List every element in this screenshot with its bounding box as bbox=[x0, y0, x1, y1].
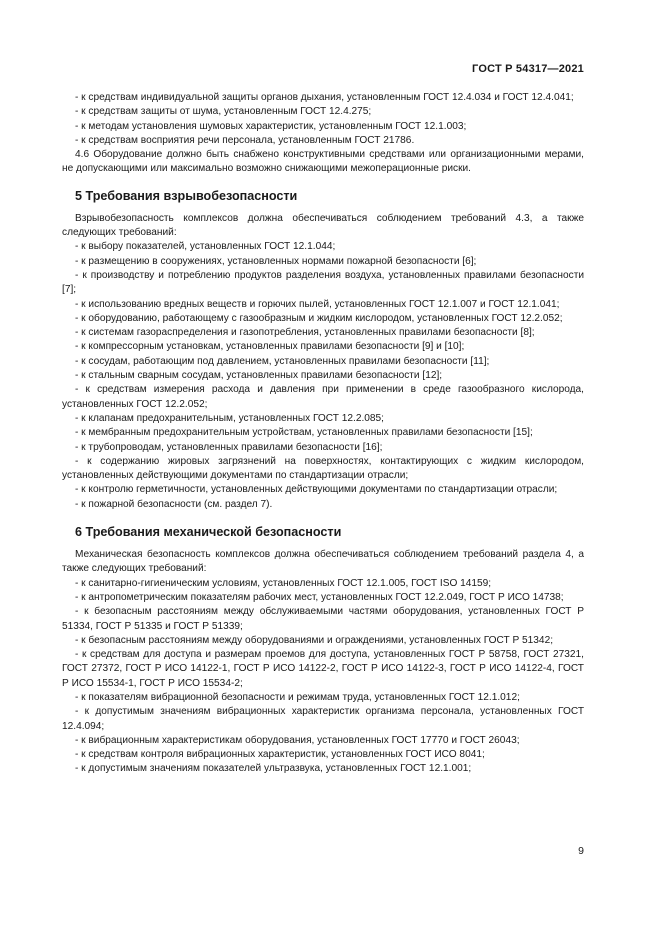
paragraph: Взрывобезопасность комплексов должна обеспечиваться соблюдением требований 4.3, а также следующих требований: bbox=[62, 212, 584, 239]
list-item: - к сосудам, работающим под давлением, установленных правилами безопасности [11]; bbox=[75, 355, 490, 367]
list-item: - к антропометрическим показателям рабочих мест, установленных ГОСТ 12.2.049, ГОСТ Р ИСО 14738; bbox=[75, 591, 564, 603]
list-item: - к методам установления шумовых характеристик, установленным ГОСТ 12.1.003; bbox=[75, 120, 467, 132]
list-item: - к стальным сварным сосудам, установленных правилами безопасности [12]; bbox=[75, 370, 443, 382]
list-item: - к средствам индивидуальной защиты органов дыхания, установленным ГОСТ 12.4.034 и ГОСТ 12.4.041; bbox=[75, 92, 574, 103]
list-item: - к показателям вибрационной безопасности и режимам труда, установленных ГОСТ 12.1.012; bbox=[75, 691, 520, 703]
list-item: - к безопасным расстояниям между оборудованиями и ограждениями, установленных ГОСТ Р 51342; bbox=[75, 634, 554, 646]
list-item: - к размещению в сооружениях, установленных нормами пожарной безопасности [6]; bbox=[75, 255, 477, 267]
list-item: - к содержанию жировых загрязнений на поверхностях, контактирующих с жидким кислородом, установленных действующими документами по стандартизации отрасли; bbox=[62, 455, 584, 482]
list-item: - к производству и потреблению продуктов разделения воздуха, установленных правилами безопасности [7]; bbox=[62, 269, 584, 296]
list-item: - к контролю герметичности, установленных действующими документами по стандартизации отрасли; bbox=[75, 484, 558, 496]
list-item: - к безопасным расстояниям между обслуживаемыми частями оборудования, установленных ГОСТ Р 51334, ГОСТ Р 51335 и ГОСТ Р 51339; bbox=[62, 606, 584, 632]
list-item: - к средствам для доступа и размерам проемов для доступа, установленных ГОСТ Р 58758, ГОСТ 27321, ГОСТ 27372, ГОСТ Р ИСО 14122-1, ГОСТ Р ИСО 14122-2, ГОСТ Р ИСО 14122-3, ГОСТ Р ИСО 14122-4, ГОСТ Р ИСО 15534-1, ГОСТ Р ИСО 15534-2; bbox=[62, 649, 584, 689]
list-item: - к пожарной безопасности (см. раздел 7). bbox=[75, 498, 273, 510]
list-item: - к мембранным предохранительным устройствам, установленных правилами безопасности [15]; bbox=[75, 427, 533, 439]
paragraph: 4.6 Оборудование должно быть снабжено конструктивными средствами или организационными мерами, не допускающими или максимально возможно снижающими межоперационные риски. bbox=[62, 149, 584, 175]
list-item: - к системам газораспределения и газопотребления, установленных правилами безопасности [8]; bbox=[75, 327, 535, 339]
list-item: - к средствам измерения расхода и давления при применении в среде газообразного кислорода, установленных ГОСТ 12.2.052; bbox=[62, 384, 584, 410]
list-item: - к выбору показателей, установленных ГОСТ 12.1.044; bbox=[75, 241, 336, 253]
list-item: - к вибрационным характеристикам оборудования, установленных ГОСТ 17770 и ГОСТ 26043; bbox=[75, 734, 520, 746]
page-number: 9 bbox=[578, 845, 584, 857]
page-content bbox=[62, 91, 584, 777]
list-item: - к средствам контроля вибрационных характеристик, установленных ГОСТ ИСО 8041; bbox=[75, 749, 485, 761]
list-item: - к трубопроводам, установленных правилами безопасности [16]; bbox=[75, 441, 383, 453]
list-item: - к допустимым значениям показателей ультразвука, установленных ГОСТ 12.1.001; bbox=[75, 763, 472, 775]
list-item: - к оборудованию, работающему с газообразным и жидким кислородом, установленных ГОСТ 12.2.052; bbox=[75, 312, 563, 324]
list-item: - к санитарно-гигиеническим условиям, установленных ГОСТ 12.1.005, ГОСТ ISO 14159; bbox=[75, 577, 492, 589]
section-5-title: 5 Требования взрывобезопасности bbox=[75, 188, 298, 203]
list-item: - к компрессорным установкам, установленных правилами безопасности [9] и [10]; bbox=[75, 341, 465, 353]
list-item: - к клапанам предохранительным, установленных ГОСТ 12.2.085; bbox=[75, 412, 384, 424]
section-6-title: 6 Требования механической безопасности bbox=[75, 525, 342, 540]
list-item: - к допустимым значениям вибрационных характеристик организма персонала, установленных ГОСТ 12.4.094; bbox=[62, 706, 584, 732]
list-item: - к средствам защиты от шума, установленным ГОСТ 12.4.275; bbox=[75, 106, 372, 118]
list-item: - к средствам восприятия речи персонала, установленным ГОСТ 21786. bbox=[75, 134, 415, 146]
document-id-header: ГОСТ Р 54317—2021 bbox=[472, 63, 584, 75]
paragraph: Механическая безопасность комплексов должна обеспечиваться соблюдением требований раздела 4, а также следующих требований: bbox=[62, 549, 584, 575]
list-item: - к использованию вредных веществ и горючих пылей, установленных ГОСТ 12.1.007 и ГОСТ 12.1.041; bbox=[75, 298, 560, 310]
